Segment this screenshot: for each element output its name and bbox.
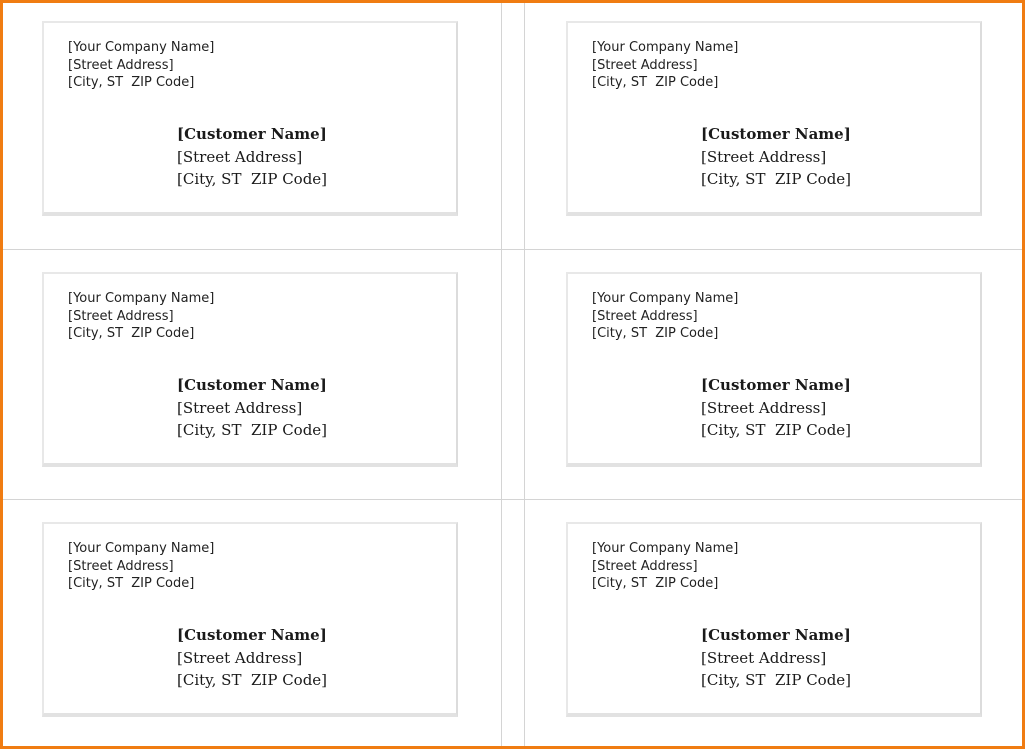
return-address <box>68 290 214 343</box>
city-state-zip: [City, ST ZIP Code] <box>701 671 852 689</box>
city-state-zip: [City, ST ZIP Code] <box>592 75 719 90</box>
customer-name: [Customer Name] <box>177 626 327 644</box>
company-name: [Your Company Name] <box>592 40 739 55</box>
return-address <box>592 290 738 343</box>
customer-name: [Customer Name] <box>701 626 851 644</box>
recipient-address <box>701 624 851 692</box>
city-state-zip: [City, ST ZIP Code] <box>68 75 195 90</box>
address-label[interactable] <box>566 272 982 467</box>
return-address <box>68 39 214 92</box>
address-label[interactable] <box>566 522 982 717</box>
address-label[interactable] <box>566 21 982 216</box>
return-address <box>68 540 214 593</box>
city-state-zip: [City, ST ZIP Code] <box>592 326 719 341</box>
city-state-zip: [City, ST ZIP Code] <box>701 170 852 188</box>
street-address: [Street Address] <box>177 147 303 166</box>
recipient-address <box>701 374 851 442</box>
customer-name: [Customer Name] <box>701 376 851 394</box>
address-label[interactable] <box>42 272 458 467</box>
street-address: [Street Address] <box>701 648 827 667</box>
customer-name: [Customer Name] <box>701 125 851 143</box>
street-address: [Street Address] <box>592 308 698 324</box>
customer-name: [Customer Name] <box>177 125 327 143</box>
city-state-zip: [City, ST ZIP Code] <box>177 421 328 439</box>
street-address: [Street Address] <box>68 57 174 73</box>
return-address <box>592 39 738 92</box>
company-name: [Your Company Name] <box>68 40 215 55</box>
recipient-address <box>177 624 327 692</box>
cut-line-horizontal <box>3 499 1022 500</box>
customer-name: [Customer Name] <box>177 376 327 394</box>
recipient-address <box>177 374 327 442</box>
street-address: [Street Address] <box>701 147 827 166</box>
street-address: [Street Address] <box>68 558 174 574</box>
cut-line-horizontal <box>3 249 1022 250</box>
recipient-address <box>177 123 327 191</box>
city-state-zip: [City, ST ZIP Code] <box>177 170 328 188</box>
city-state-zip: [City, ST ZIP Code] <box>177 671 328 689</box>
company-name: [Your Company Name] <box>592 291 739 306</box>
street-address: [Street Address] <box>592 57 698 73</box>
address-label[interactable] <box>42 21 458 216</box>
address-label[interactable] <box>42 522 458 717</box>
company-name: [Your Company Name] <box>68 541 215 556</box>
city-state-zip: [City, ST ZIP Code] <box>68 326 195 341</box>
city-state-zip: [City, ST ZIP Code] <box>701 421 852 439</box>
city-state-zip: [City, ST ZIP Code] <box>592 576 719 591</box>
street-address: [Street Address] <box>592 558 698 574</box>
street-address: [Street Address] <box>68 308 174 324</box>
street-address: [Street Address] <box>701 398 827 417</box>
cut-line-vertical <box>524 3 525 749</box>
return-address <box>592 540 738 593</box>
cut-line-vertical <box>501 3 502 749</box>
recipient-address <box>701 123 851 191</box>
company-name: [Your Company Name] <box>592 541 739 556</box>
company-name: [Your Company Name] <box>68 291 215 306</box>
street-address: [Street Address] <box>177 648 303 667</box>
city-state-zip: [City, ST ZIP Code] <box>68 576 195 591</box>
street-address: [Street Address] <box>177 398 303 417</box>
